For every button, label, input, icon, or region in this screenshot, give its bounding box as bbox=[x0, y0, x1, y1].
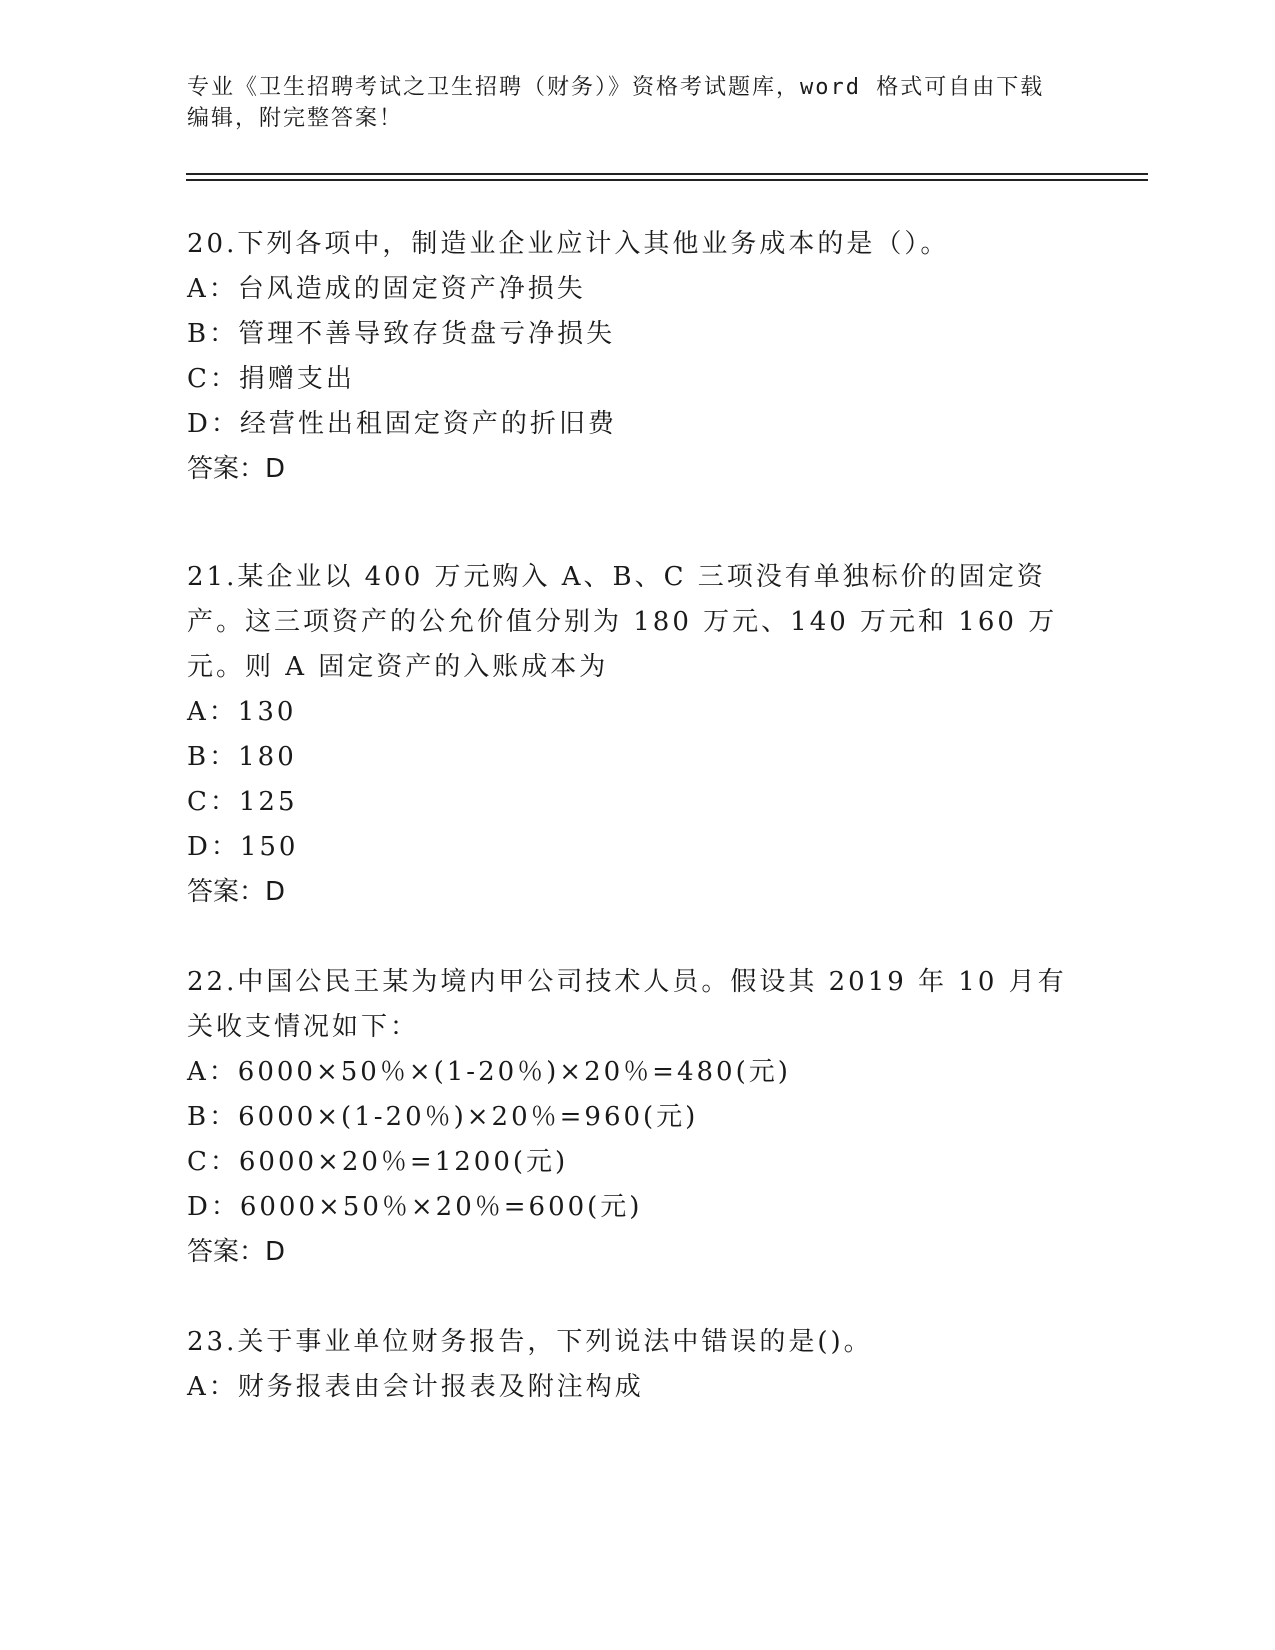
question-stem: 22.中国公民王某为境内甲公司技术人员。假设其 2019 年 10 月有关收支情况如下： bbox=[187, 967, 1067, 1042]
option-b: B：180 bbox=[187, 742, 297, 772]
document-header bbox=[187, 72, 1067, 134]
option-d: D：6000×50％×20％=600(元) bbox=[187, 1192, 643, 1222]
question-20 bbox=[187, 222, 1087, 492]
answer-text: 答案：D bbox=[187, 454, 286, 484]
question-stem: 21.某企业以 400 万元购入 A、B、C 三项没有单独标价的固定资产。这三项资产的公允价值分别为 180 万元、140 万元和 160 万元。则 A 固定资产的入账成本为 bbox=[187, 562, 1058, 682]
question-21 bbox=[187, 555, 1087, 915]
option-c: C：125 bbox=[187, 787, 298, 817]
option-a: A：130 bbox=[187, 697, 297, 727]
option-a: A：台风造成的固定资产净损失 bbox=[187, 274, 586, 304]
question-23 bbox=[187, 1320, 1087, 1410]
option-a: A：财务报表由会计报表及附注构成 bbox=[187, 1372, 644, 1402]
header-divider-top bbox=[186, 173, 1148, 175]
option-b: B：6000×(1-20％)×20％=960(元) bbox=[187, 1102, 699, 1132]
option-c: C：捐赠支出 bbox=[187, 364, 355, 394]
question-stem: 23.关于事业单位财务报告，下列说法中错误的是()。 bbox=[187, 1327, 873, 1357]
question-stem: 20.下列各项中，制造业企业应计入其他业务成本的是（）。 bbox=[187, 229, 950, 259]
header-divider-bottom bbox=[186, 179, 1148, 181]
option-a: A：6000×50％×(1-20％)×20％=480(元) bbox=[187, 1057, 791, 1087]
option-d: D：150 bbox=[187, 832, 299, 862]
option-c: C：6000×20％=1200(元) bbox=[187, 1147, 569, 1177]
option-d: D：经营性出租固定资产的折旧费 bbox=[187, 409, 617, 439]
question-22 bbox=[187, 960, 1087, 1275]
header-text: 专业《卫生招聘考试之卫生招聘（财务）》资格考试题库，word 格式可自由下载编辑，附完整答案！ bbox=[187, 75, 1045, 131]
option-b: B：管理不善导致存货盘亏净损失 bbox=[187, 319, 616, 349]
answer-text: 答案：D bbox=[187, 1237, 286, 1267]
answer-text: 答案：D bbox=[187, 877, 286, 907]
